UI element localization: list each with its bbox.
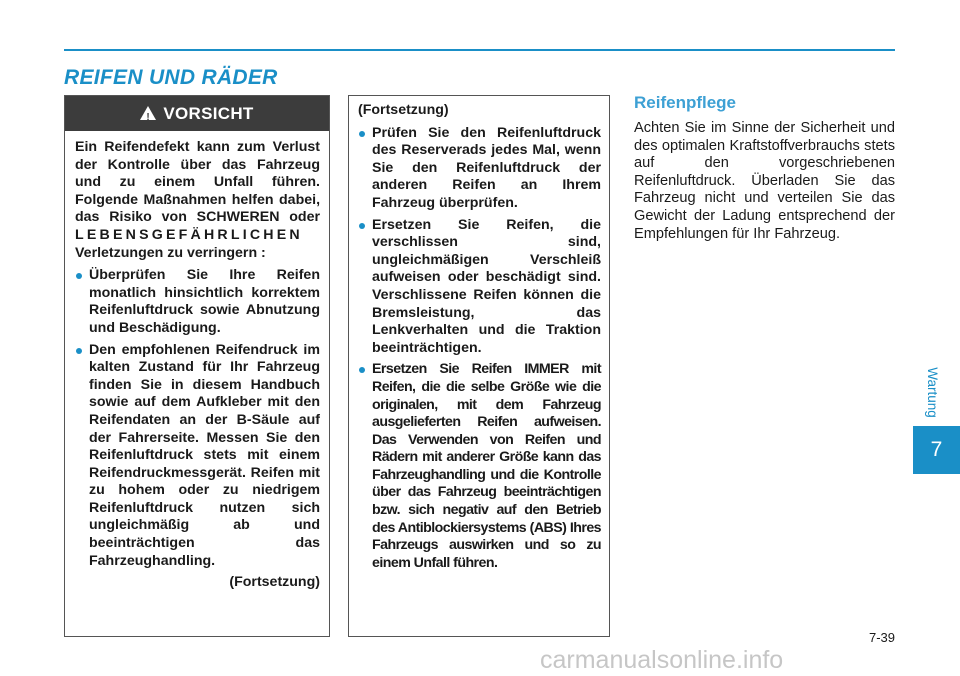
warning-triangle-icon [140,106,156,120]
intro-line: Ein Reifendefekt kann zum [75,139,266,155]
caution-intro [75,139,320,262]
chapter-label-text: Wartung [924,366,940,418]
list-item: Den empfohlenen Reifendruck im kalten Zustand für Ihr Fahrzeug finden Sie in diesem Handbuch sowie auf dem Aufkleber mit den Reifendaten an der B-Säule auf der Fahrerseite. Messen Sie den Reifenluftdruck stets mit einem Reifendruckmessgerät. Reifen mit zu hohem oder zu niedrigem Reifenluftdruck nutzen sich ungleichmäßig ab und beeinträchtigen das Fahrzeughandling. [75,342,320,571]
intro-line: helfen dabei, das Risiko von [75,191,321,226]
intro-line: führen. Folgende Maßnahmen [75,174,320,208]
list-item: Prüfen Sie den Reifenluftdruck des Reserverads jedes Mal, wenn Sie den Reifenluftdruck der anderen Reifen an Ihrem Fahrzeug überprüfen. [358,125,601,213]
caution-header-label: VORSICHT [163,103,254,123]
caution-header [65,96,329,131]
continued-header: (Fortsetzung) [358,102,449,118]
top-rule [64,49,895,51]
list-item: Ersetzen Sie Reifen, die verschlissen sind, ungleichmäßigen Verschleiß aufweisen oder beschädigt sind. Verschlissene Reifen können die Bremsleistung, das Lenkverhalten und die Traktion beeinträchtigen. [358,217,601,358]
chapter-label [920,362,944,422]
list-item: Ersetzen Sie Reifen IMMER mit Reifen, die die selbe Größe wie die originalen, mit dem Fahrzeug ausgelieferten Reifen aufweisen. Das Verwenden von Reifen und Rädern mit anderer Größe kann das Fahrzeughandling und die Kontrolle über das Fahrzeug beeinträchtigen bzw. sich negativ auf den Betrieb des Antiblockiersystems (ABS) Ihres Fahrzeugs auswirken und so zu einem Unfall führen. [358,361,601,572]
caution-box-continued [348,95,610,637]
list-item: Überprüfen Sie Ihre Reifen monatlich hinsichtlich korrektem Reifenluftdruck sowie Abnutzung und Beschädigung. [75,267,320,337]
page-number: 7-39 [868,630,895,645]
intro-line: LEBENSGEFÄHRLICHEN [75,226,303,243]
intro-line: Verlust der Kontrolle über das [75,139,320,173]
tire-care-body: Achten Sie im Sinne der Sicherheit und des optimalen Kraftstoffverbrauchs stets auf den vorgeschriebenen Reifenluftdruck. Überladen Sie das Fahrzeug nicht und verteilen Sie das Gewicht der Ladung entsprechend der Empfehlungen für Ihr Fahrzeug. [634,120,895,242]
tire-care-title: Reifenpflege [634,93,737,112]
caution-bullet-list [358,125,601,573]
caution-content [65,131,329,592]
section-title: REIFEN UND RÄDER [64,66,278,89]
chapter-tab: 7 [913,426,960,474]
intro-line: Fahrzeug und zu einem Unfall [75,156,320,191]
intro-line: Verletzungen zu verringern : [75,244,266,261]
caution-box [64,95,330,637]
continued-note: (Fortsetzung) [229,574,320,591]
intro-line: SCHWEREN oder [196,209,320,226]
caution-bullet-list [75,267,320,570]
watermark: carmanualsonline.info [540,646,784,674]
